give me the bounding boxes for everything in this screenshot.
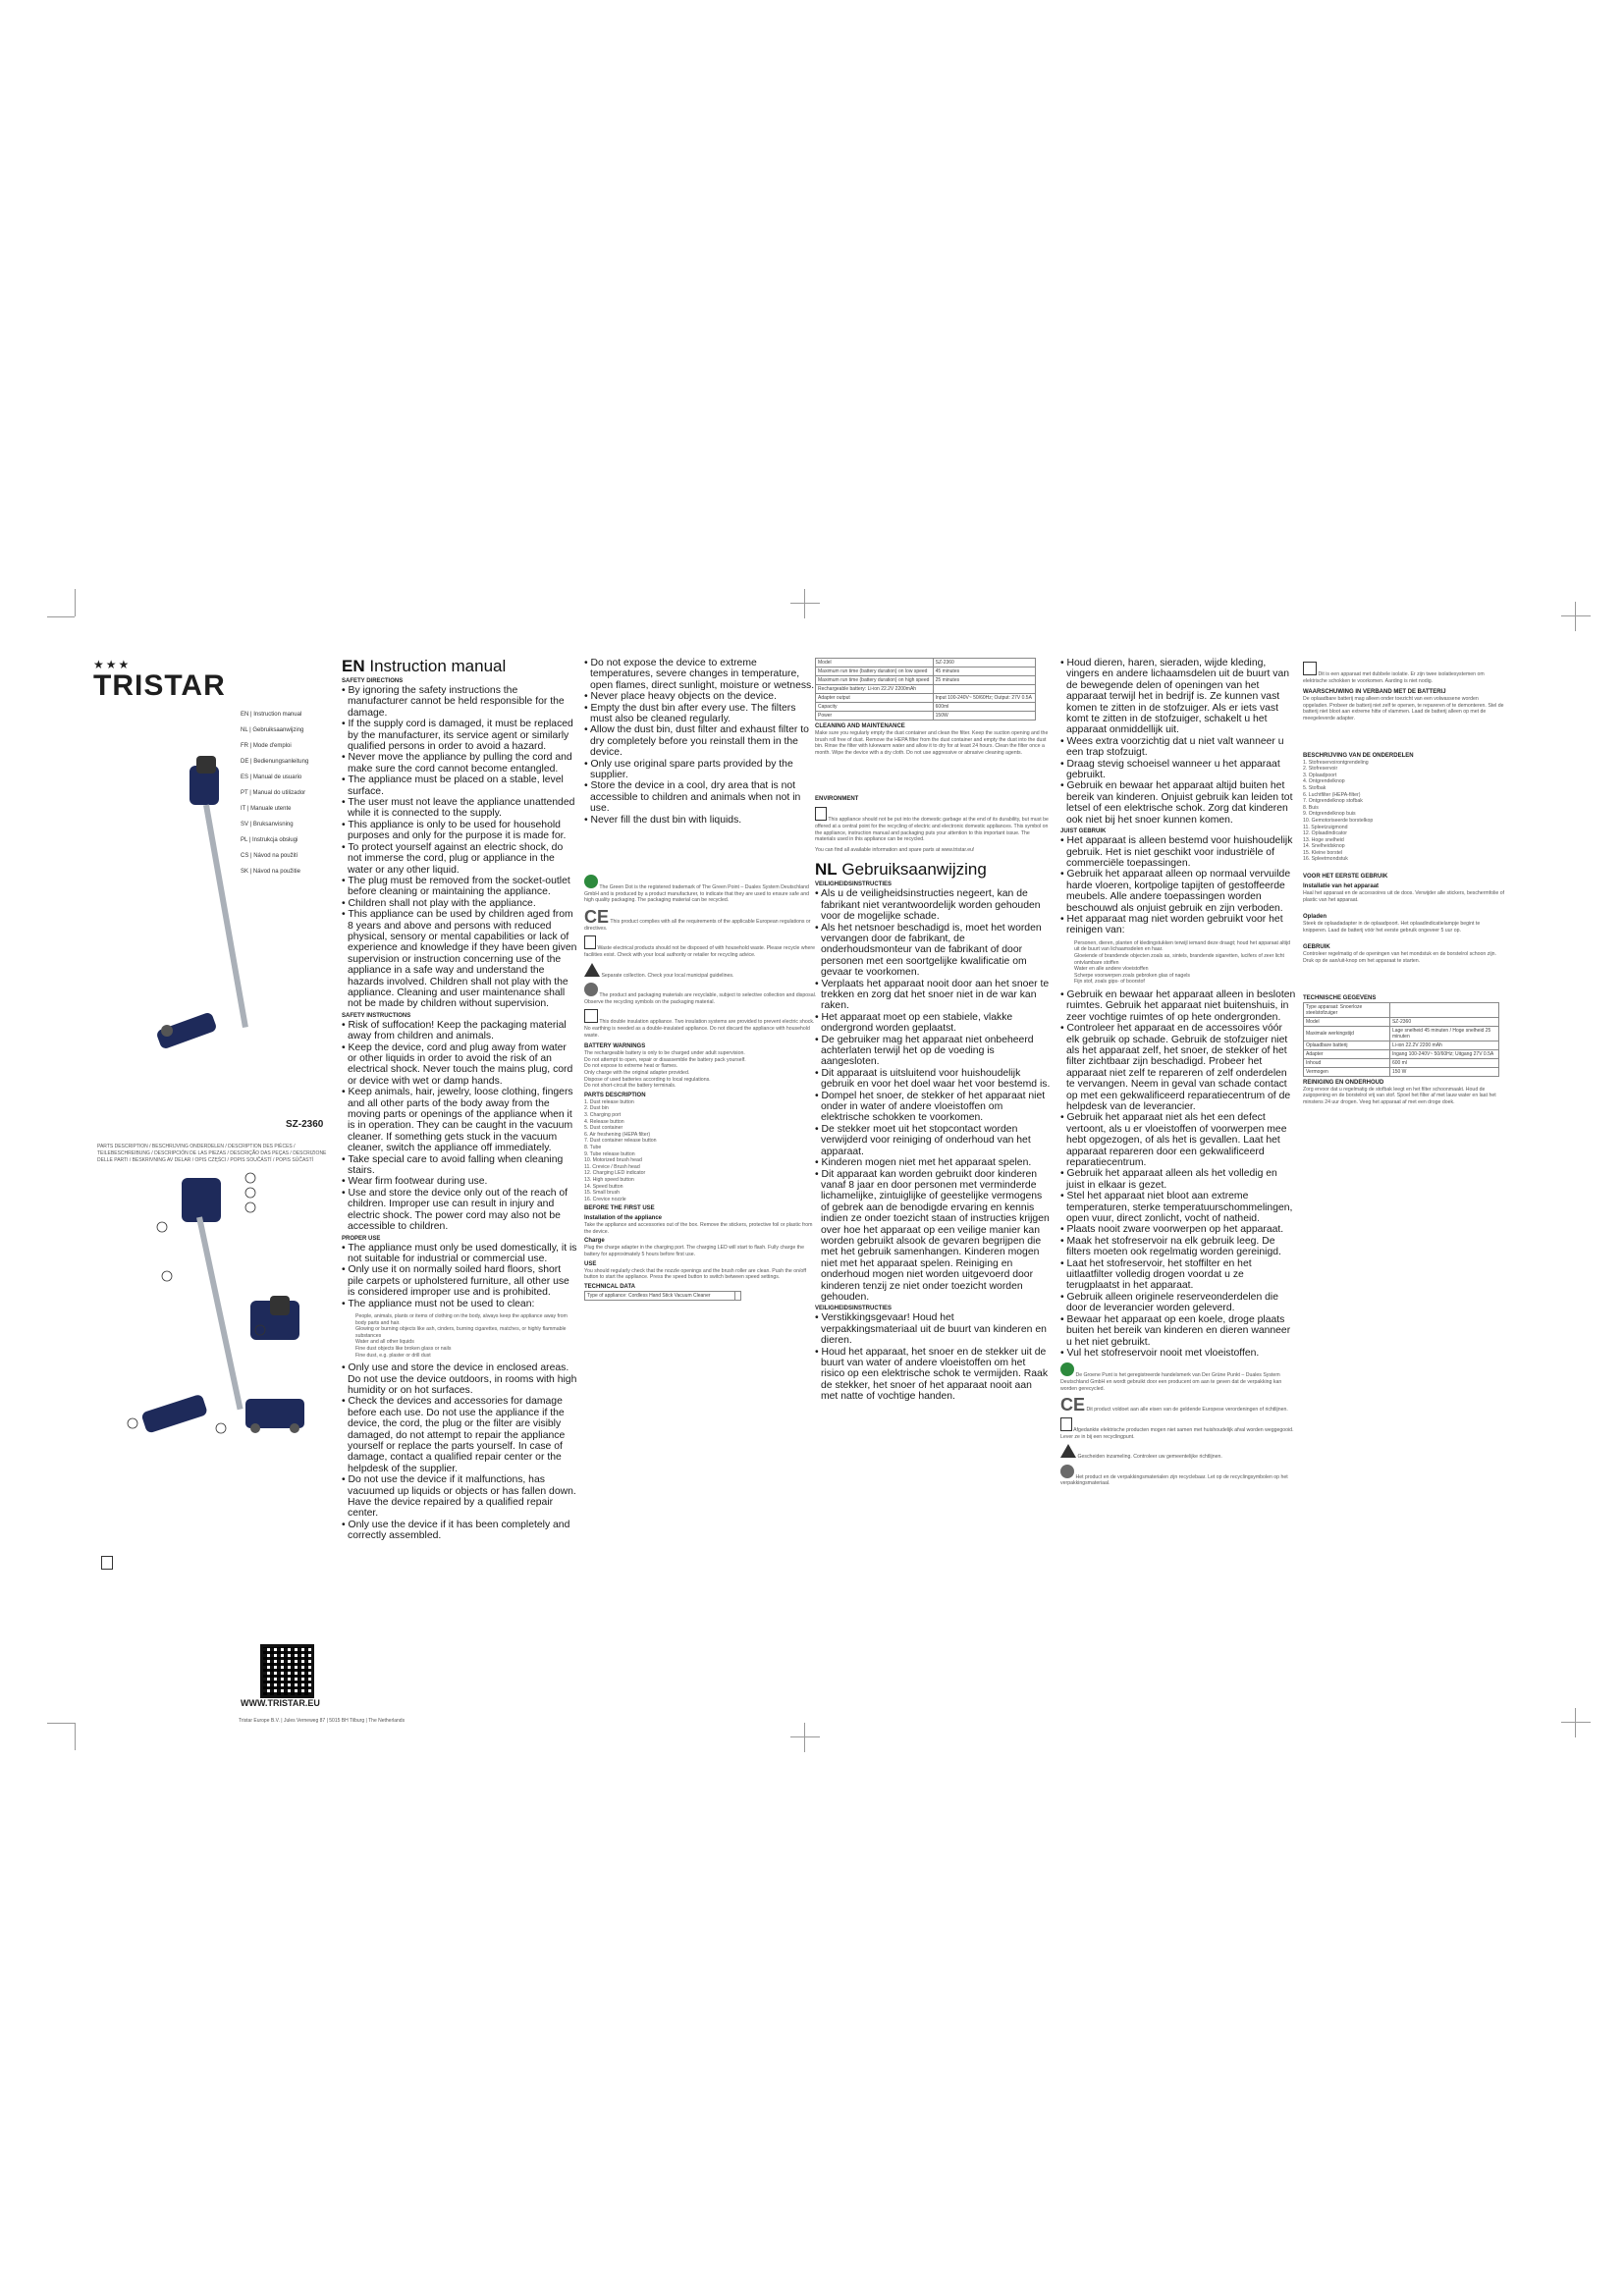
bullet-list xyxy=(1060,658,1296,826)
language-item: SV | Bruksanvisning xyxy=(241,822,294,828)
list-item: • De gebruiker mag het apparaat niet onbeheerd achterlaten terwijl het op de voeding is aangesloten. xyxy=(815,1034,1034,1068)
list-item: Fijn stof, zoals gips- of boorstof xyxy=(1074,979,1145,986)
column-2 xyxy=(584,658,820,1301)
list-item: 2. Stofreservoir xyxy=(1303,766,1338,773)
language-item: SK | Návod na použitie xyxy=(241,869,300,875)
paragraph: De oplaadbare batterij mag alleen onder toezicht van een volwassene worden opgeladen. Probeer de batterij niet zelf te openen, te repareren of te demonteren. Stel de batterij niet bloot aan extreme hitte of vlammen. Laad de batterij alleen op met de meegeleverde adapter. xyxy=(1303,696,1504,721)
support-note: You can find all available information and spare parts at www.tristar.eu! xyxy=(815,846,975,853)
table-cell: Maximum run time (battery duration) on low speed xyxy=(816,667,934,676)
subheading: Installation of the appliance xyxy=(584,1215,663,1222)
subheading: TECHNICAL DATA xyxy=(584,1283,635,1290)
green-dot-icon xyxy=(1060,1362,1074,1376)
language-item: EN | Instruction manual xyxy=(241,712,302,718)
subheading: Opladen xyxy=(1303,914,1327,921)
table-row xyxy=(1304,1026,1499,1041)
subheading: ENVIRONMENT xyxy=(815,796,859,803)
table-cell xyxy=(735,1291,741,1300)
list-item: • Only use the device if it has been completely and correctly assembled. xyxy=(342,1519,570,1542)
list-item: 11. Crevice / Brush head xyxy=(584,1163,640,1170)
brand-name: TRISTAR xyxy=(93,669,226,702)
crop-mark xyxy=(75,589,76,616)
table-cell: Adapter output xyxy=(816,694,934,703)
list-item: • Do not expose the device to extreme temperatures, severe changes in temperature, open flames, direct sunlight, moisture or wetness. xyxy=(584,658,815,691)
table-cell: SZ-2360 xyxy=(933,659,1035,667)
table-cell: Oplaadbare batterij xyxy=(1304,1041,1390,1049)
list-item: • Never place heavy objects on the device. xyxy=(584,691,777,703)
table-cell: 600 ml xyxy=(1389,1058,1498,1067)
table-row xyxy=(1304,1041,1499,1049)
table-cell: Capacity xyxy=(816,703,934,712)
language-item: IT | Manuale utente xyxy=(241,806,292,812)
language-item: CS | Návod na použití xyxy=(241,853,298,859)
subheading: PARTS DESCRIPTION xyxy=(584,1092,646,1098)
section-heading-en xyxy=(342,658,577,675)
list-item: 4. Ontgrendelknop xyxy=(1303,778,1345,785)
list-item: • Houd het apparaat, het snoer en de stekker uit de buurt van water of andere vloeistoffen om het risico op een elektrische schok te vermijden. Raak de stekker, het snoer of het apparaat nooit aan met natte of vochtige handen. xyxy=(815,1346,1049,1403)
table-cell: Ingang 100-240V~ 50/60Hz; Uitgang 27V 0.5A xyxy=(1389,1049,1498,1058)
list-item: 15. Kleine borstel xyxy=(1303,849,1343,856)
list-item: Dispose of used batteries according to local regulations. xyxy=(584,1076,711,1083)
list-item: Do not expose to extreme heat or flames. xyxy=(584,1063,678,1070)
weee-bin-icon xyxy=(101,1556,113,1570)
list-item: • The appliance must only be used domestically, it is not suitable for industrial or commercial use. xyxy=(342,1242,577,1264)
list-item: 10. Gemotoriseerde borstelkop xyxy=(1303,817,1374,824)
crop-mark xyxy=(47,616,75,617)
list-item: • Only use and store the device in enclosed areas. Do not use the device outdoors, in rooms with high humidity or on hot surfaces. xyxy=(342,1362,577,1396)
list-item: • Check the devices and accessories for damage before each use. Do not use the appliance if the device, the cord, the plug or the filter are visibly damaged, do not attempt to repair the appliance yourself or replace the parts yourself. In case of damage, contact a qualified repair center or the helpdesk of the supplier. xyxy=(342,1396,566,1474)
list-item: • Plaats nooit zware voorwerpen op het apparaat. xyxy=(1060,1224,1284,1236)
subheading: REINIGING EN ONDERHOUD xyxy=(1303,1079,1384,1086)
table-row xyxy=(816,659,1036,667)
table-row xyxy=(816,676,1036,685)
list-item: • The user must not leave the appliance unattended while it is connected to the supply. xyxy=(342,797,575,820)
bullet-list xyxy=(342,685,577,1010)
bullet-list xyxy=(342,1243,577,1309)
crop-mark xyxy=(47,1723,75,1724)
tech-table xyxy=(815,658,1036,721)
bullet-list xyxy=(1060,989,1296,1359)
paragraph: Zorg ervoor dat u regelmatig de stofbak leegt en het filter schoonmaakt. Houd de zuigopening en de borstelrol vrij van stof. Spoel het filter af met lauw water en laat het minstens 24 uur drogen. Veeg het apparaat af met een droge doek. xyxy=(1303,1086,1496,1105)
table-cell: Rechargeable battery: Li-ion 22.2V 2200mAh xyxy=(816,685,934,694)
list-item: • To protect yourself against an electric shock, do not immerse the cord, plug or appliance in the water or any other liquid. xyxy=(342,841,564,876)
ce-note xyxy=(1060,1396,1296,1414)
subheading: Charge xyxy=(584,1238,605,1245)
list-item: Water en alle andere vloeistoffen xyxy=(1074,966,1149,973)
weee-bin-icon xyxy=(815,807,827,821)
list-item: • Children shall not play with the appliance. xyxy=(342,897,536,909)
list-item: • Gebruik en bewaar het apparaat alleen in besloten ruimtes. Gebruik het apparaat niet buitenshuis, in zeer vochtige ruimtes of op hete ondergronden. xyxy=(1060,988,1296,1023)
brand-logo xyxy=(93,658,226,701)
registration-mark xyxy=(1561,602,1591,631)
weee-bin-icon xyxy=(1060,1417,1072,1431)
subheading: WAARSCHUWING IN VERBAND MET DE BATTERIJ xyxy=(1303,689,1446,696)
list-item: 3. Charging port xyxy=(584,1111,622,1118)
brand-stars: ★★★ xyxy=(93,658,132,671)
list-item: • Gebruik alleen originele reserveonderdelen die door de leverancier worden geleverd. xyxy=(1060,1291,1278,1314)
list-item: • Kinderen mogen niet met het apparaat spelen. xyxy=(815,1157,1032,1169)
triangle-icon xyxy=(1060,1444,1076,1458)
list-item: 1. Dust release button xyxy=(584,1098,634,1105)
table-cell xyxy=(1389,1002,1498,1017)
table-cell: Vermogen xyxy=(1304,1067,1390,1076)
list-item: • Als het netsnoer beschadigd is, moet het worden vervangen door de fabrikant, de onderhoudsmonteur van de fabrikant of door personen met een soortgelijke kwalificatie om gevaar te voorkomen. xyxy=(815,922,1042,979)
paragraph: Controleer regelmatig of de openingen van het mondstuk en de borstelrol schoon zijn. Druk op de aan/uit-knop om het apparaat te starten. xyxy=(1303,951,1496,965)
subheading: USE xyxy=(584,1260,597,1267)
list-item: • Wees extra voorzichtig dat u niet valt wanneer u een trap stofzuigt. xyxy=(1060,735,1284,759)
list-item: 7. Dust container release button xyxy=(584,1138,657,1145)
heading-code: EN xyxy=(342,657,365,675)
list-item: 1. Stofreservoirontgrendeling xyxy=(1303,759,1369,766)
note-text: This appliance should not be put into the domestic garbage at the end of its durability, but must be offered at a central point for the recycling of electric and electronic domestic appliances. This symbol on the appliance, instruction manual and packaging puts your attention to this important issue. The materials used in this appliance can be recycled. xyxy=(815,817,1049,843)
environment-note xyxy=(815,807,1051,842)
note-text: Dit product voldoet aan alle eisen van de geldende Europese verordeningen of richtlijnen. xyxy=(1086,1407,1288,1414)
list-item: • The plug must be removed from the socket-outlet before cleaning or maintaining the appliance. xyxy=(342,875,570,898)
language-item: PL | Instrukcja obsługi xyxy=(241,837,298,843)
list-item: • Keep the device, cord and plug away from water or other liquids in order to avoid the risk of an electrical shock. Never touch the mains plug, cord or device with wet or damp hands. xyxy=(342,1041,573,1087)
language-item: PT | Manual do utilizador xyxy=(241,790,306,796)
subheading: BATTERY WARNINGS xyxy=(584,1043,646,1050)
website-link[interactable]: WWW.TRISTAR.EU xyxy=(241,1698,320,1708)
recycle-note xyxy=(1060,1465,1296,1487)
list-item: • This appliance can be used by children aged from 8 years and above and persons with reduced physical, sensory or mental capabilities or lack of experience and knowledge if they have been given supervision or instruction concerning use of the appliance in a safe way and understand the hazards involved. Children shall not play with the appliance. Cleaning and user maintenance shall not be made by children without supervision. xyxy=(342,909,577,1010)
table-cell: Lage snelheid 45 minuten / Hoge snelheid 25 minuten xyxy=(1389,1026,1498,1041)
subheading: SAFETY DIRECTIONS xyxy=(342,678,404,684)
list-item: 10. Motorized brush head xyxy=(584,1157,642,1164)
table-cell: Maximum run time (battery duration) on high speed xyxy=(816,676,934,685)
double-insulation-icon xyxy=(1303,662,1317,675)
subheading: BEFORE THE FIRST USE xyxy=(584,1205,655,1212)
list-item: • Risk of suffocation! Keep the packaging material away from children and animals. xyxy=(342,1019,567,1042)
heading-title: Gebruiksaanwijzing xyxy=(841,860,987,880)
list-item: • If the supply cord is damaged, it must be replaced by the manufacturer, its service agent or similarly qualified persons in order to avoid a hazard. xyxy=(342,719,573,753)
crop-mark xyxy=(75,1723,76,1750)
list-item: Do not short-circuit the battery terminals. xyxy=(584,1083,677,1090)
table-cell: Inhoud xyxy=(1304,1058,1390,1067)
heading-title: Instruction manual xyxy=(369,657,507,675)
subheading: VEILIGHEIDSINSTRUCTIES xyxy=(815,1306,893,1312)
list-item: • Take special care to avoid falling when cleaning stairs. xyxy=(342,1153,564,1177)
registration-mark xyxy=(1561,1708,1591,1737)
list-item: Water and all other liquids xyxy=(355,1339,414,1346)
subheading: BESCHRIJVING VAN DE ONDERDELEN xyxy=(1303,752,1414,759)
table-cell: Model xyxy=(816,659,934,667)
list-item: 8. Buis xyxy=(1303,804,1319,811)
list-item: • Use and store the device only out of the reach of children. Improper use can result in injury and electric shock. The power cord may also not be accessible to children. xyxy=(342,1187,568,1233)
table-row xyxy=(585,1291,741,1300)
list-item: 6. Luchtfilter (HEPA-filter) xyxy=(1303,791,1361,798)
list-item: • Store the device in a cool, dry area that is not accessible to children and animals when not in use. xyxy=(584,780,801,815)
green-dot-note xyxy=(584,875,820,904)
list-item: • Only use original spare parts provided by the supplier. xyxy=(584,758,793,781)
green-dot-icon xyxy=(584,875,598,888)
table-row xyxy=(1304,1067,1499,1076)
list-item: 12. Oplaadindicator xyxy=(1303,830,1347,837)
list-item: • Verstikkingsgevaar! Houd het verpakkingsmateriaal uit de buurt van kinderen en dieren. xyxy=(815,1312,1047,1347)
list-item: 9. Tube release button xyxy=(584,1150,635,1157)
list-item: Personen, dieren, planten of kledingstukken terwijl iemand deze draagt; houd het apparaat altijd uit de buurt van lichaamsdelen en haar. xyxy=(1074,939,1291,953)
list-item: 11. Spleetzuigmond xyxy=(1303,824,1348,830)
table-cell: Input 100-240V~ 50/60Hz; Output: 27V 0.5A xyxy=(933,694,1035,703)
ce-mark-icon: CE xyxy=(1060,1395,1086,1415)
table-cell: Type apparaat: Snoerloze steelstofzuiger xyxy=(1304,1002,1390,1017)
table-row xyxy=(1304,1002,1499,1017)
bullet-list xyxy=(342,1020,577,1233)
list-item: • Dit apparaat is uitsluitend voor huishoudelijk gebruik en voor het doel waar het voor bestemd is. xyxy=(815,1067,1051,1091)
note-text: Gescheiden inzameling. Controleer uw gemeentelijke richtlijnen. xyxy=(1077,1454,1222,1461)
weee-note xyxy=(584,935,820,958)
table-cell: Li-ion 22.2V 2200 mAh xyxy=(1389,1041,1498,1049)
list-item: Gloeiende of brandende objecten zoals as, sintels, brandende sigaretten, lucifers of zeer licht ontvlambare stoffen xyxy=(1074,952,1284,966)
table-row xyxy=(1304,1049,1499,1058)
section-heading-nl xyxy=(815,861,1051,879)
table-cell xyxy=(933,685,1035,694)
green-dot-note xyxy=(1060,1362,1296,1392)
table-row xyxy=(816,685,1036,694)
column-en xyxy=(342,658,577,1542)
paragraph: Haal het apparaat en de accessoires uit de doos. Verwijder alle stickers, beschermfolie of plastic van het apparaat. xyxy=(1303,890,1505,903)
list-item: 16. Crevice nozzle xyxy=(584,1196,626,1202)
list-item: 2. Dust bin xyxy=(584,1105,609,1112)
paragraph: Steek de oplaadadapter in de oplaadpoort. Het oplaadindicatielampje begint te knipperen. Laad de batterij vóór het eerste gebruik ongeveer 5 uur op. xyxy=(1303,921,1481,934)
list-item: People, animals, plants or items of clothing on the body, always keep the appliance away from body parts and hair. xyxy=(355,1312,568,1326)
table-cell: SZ-2360 xyxy=(1389,1017,1498,1026)
registration-mark xyxy=(790,589,820,618)
language-item: NL | Gebruiksaanwijzing xyxy=(241,727,304,733)
paragraph: Plug the charge adapter in the charging port. The charging LED will start to flash. Fully charge the battery for approximately 5 hours before first use. xyxy=(584,1245,804,1258)
note-text: Dit is een apparaat met dubbele isolatie. Er zijn twee isolatiesystemen om elektrische schokken te voorkomen. Aarding is niet nodig. xyxy=(1303,671,1485,684)
list-item: • Laat het stofreservoir, het stoffilter en het uitlaatfilter volledig drogen voordat u ze terugplaatst in het apparaat. xyxy=(1060,1257,1252,1292)
fine-list xyxy=(1060,940,1296,986)
table-cell: Type of appliance: Cordless Hand Stick Vacuum Cleaner xyxy=(585,1291,735,1300)
list-item: • Dit apparaat kan worden gebruikt door kinderen vanaf 8 jaar en door personen met verminderde lichamelijke, zintuiglijke of geestelijke vermogens of gebrek aan de benodigde ervaring en kennis indien ze onder toezicht staan of instructies krijgen over hoe het apparaat op een veilige manier kan worden gebruikt alsook de gevaren begrijpen die met het gebruik samenhangen. Kinderen mogen niet met het apparaat spelen. Reiniging en onderhoud mogen niet worden uitgevoerd door kinderen tenzij ze niet onder toezicht worden gehouden. xyxy=(815,1168,1050,1303)
list-item: • By ignoring the safety instructions the manufacturer cannot be held responsible for the damage. xyxy=(342,685,565,719)
bullet-list xyxy=(1060,835,1296,936)
registration-mark xyxy=(790,1723,820,1752)
qr-code-icon xyxy=(260,1644,314,1698)
table-row xyxy=(816,703,1036,712)
list-item: • This appliance is only to be used for household purposes and only for the purpose it is made for. xyxy=(342,819,567,842)
list-item: • Gebruik het apparaat alleen op normaal vervuilde harde vloeren, kortpolige tapijten of gestoffeerde meubels. Alle andere toepassingen worden beschouwd als onjuist gebruik en zijn verboden. xyxy=(1060,869,1291,914)
recycle-note xyxy=(584,983,820,1005)
subheading: Installatie van het apparaat xyxy=(1303,883,1380,890)
subheading: JUIST GEBRUIK xyxy=(1060,828,1107,835)
fine-list xyxy=(584,1050,820,1090)
class2-note xyxy=(584,1009,820,1039)
fine-list xyxy=(342,1313,577,1359)
vacuum-parts-illustration xyxy=(123,1158,339,1512)
paragraph: Take the appliance and accessories out of the box. Remove the stickers, protective foil or plastic from the device. xyxy=(584,1222,813,1235)
tech-table xyxy=(584,1291,741,1301)
list-item: • Keep animals, hair, jewelry, loose clothing, fingers and all other parts of the body away from the moving parts or openings of the appliance when it is in operation. They can be caught in the vacuum cleaner. If something gets stuck in the vacuum cleaner, switch the appliance off immediately. xyxy=(342,1087,573,1154)
subheading: VEILIGHEIDSINSTRUCTIES xyxy=(815,881,893,888)
parts-list xyxy=(1303,760,1504,864)
list-item: • Dompel het snoer, de stekker of het apparaat niet onder in water of andere vloeistoffen om elektrische schokken te voorkomen. xyxy=(815,1090,1046,1124)
subheading: CLEANING AND MAINTENANCE xyxy=(815,723,905,729)
list-item: 8. Tube xyxy=(584,1144,602,1150)
bullet-list xyxy=(584,658,820,826)
list-item: 7. Ontgrendelknop stofbak xyxy=(1303,798,1363,805)
subheading: GEBRUIK xyxy=(1303,944,1330,951)
language-item: DE | Bedienungsanleitung xyxy=(241,759,309,765)
paragraph: Make sure you regularly empty the dust container and clean the filter. Keep the suction opening and the brush roll free of dust. Remove the HEPA filter from the dust container and empty the dust into the dust bin. Rinse the filter with lukewarm water and allow it to dry for at least 24 hours. Clean the filter once a month. Wipe the device with a dry cloth. Do not use aggressive or abrasive cleaning agents. xyxy=(815,730,1049,756)
list-item: Scherpe voorwerpen zoals gebroken glas of nagels xyxy=(1074,972,1190,979)
manual-sheet xyxy=(93,648,1507,1724)
list-item: • Houd dieren, haren, sieraden, wijde kleding, vingers en andere lichaamsdelen uit de buurt van de bewegende delen of openingen van het apparaat terwijl het in bedrijf is. Ze kunnen vast komen te zitten in de stofzuiger. Als er iets vast komt te zitten in de stofzuiger, schakelt u het apparaat onmiddellijk uit. xyxy=(1060,658,1290,736)
list-item: • The appliance must not be used to clean: xyxy=(342,1298,535,1309)
list-item: Fine dust, e.g. plaster or drill dust xyxy=(355,1352,431,1359)
ce-note xyxy=(584,908,820,933)
vacuum-illustration xyxy=(133,736,260,1109)
bullet-list xyxy=(342,1362,577,1542)
note-text: The Green Dot is the registered trademark of The Green Point – Duales System Deutschland GmbH and is produced by a product manufacturer, to indicate that they are used to ensure safe and high quality packaging. The packaging material can be recycled. xyxy=(584,884,809,904)
model-number: SZ-2360 xyxy=(286,1119,324,1130)
list-item: • Het apparaat mag niet worden gebruikt voor het reinigen van: xyxy=(1060,913,1283,936)
table-cell: 25 minutes xyxy=(933,676,1035,685)
list-item: • Het apparaat moet op een stabiele, vlakke ondergrond worden geplaatst. xyxy=(815,1011,1013,1035)
table-cell: 150W xyxy=(933,712,1035,721)
table-row xyxy=(816,712,1036,721)
list-item: 6. Air freshening (HEPA filter) xyxy=(584,1131,651,1138)
table-row xyxy=(816,694,1036,703)
list-item: Only charge with the original adapter provided. xyxy=(584,1070,690,1076)
list-item: • Do not use the device if it malfunctions, has vacuumed up liquids or objects or has fallen down. Have the device repaired by a qualified repair center. xyxy=(342,1474,576,1520)
note-text: Separate collection. Check your local municipal guidelines. xyxy=(601,972,734,979)
note-text: This product complies with all the requirements of the applicable European regulations or directives. xyxy=(584,918,811,932)
table-row xyxy=(816,667,1036,676)
table-cell: 150 W xyxy=(1389,1067,1498,1076)
paragraph: You should regularly check that the nozzle openings and the brush roller are clean. Push the on/off button to start the appliance. Press the speed button to switch between speed settings. xyxy=(584,1267,807,1281)
list-item: • Gebruik het apparaat alleen als het volledig en juist in elkaar is gezet. xyxy=(1060,1168,1277,1191)
list-item: • Bewaar het apparaat op een koele, droge plaats buiten het bereik van kinderen en dieren wanneer u het niet gebruikt. xyxy=(1060,1313,1291,1348)
separate-note xyxy=(584,963,820,980)
table-cell: Power xyxy=(816,712,934,721)
list-item: • Gebruik het apparaat niet als het een defect vertoont, als u er vloeistoffen of voorwerpen mee hebt opgezogen, of als het is gevallen. Laat het apparaat repareren door een gekwalificeerd reparatiecentrum. xyxy=(1060,1112,1287,1168)
list-item: • De stekker moet uit het stopcontact worden verwijderd voor reiniging of onderhoud van het apparaat. xyxy=(815,1123,1031,1157)
list-item: 15. Small brush xyxy=(584,1190,621,1197)
language-item: ES | Manual de usuario xyxy=(241,774,302,780)
list-item: • Draag stevig schoeisel wanneer u het apparaat gebruikt. xyxy=(1060,758,1280,781)
column-3 xyxy=(815,658,1051,1403)
list-item: • Wear firm footwear during use. xyxy=(342,1176,488,1188)
heading-code: NL xyxy=(815,860,838,880)
class2-note xyxy=(1303,662,1504,684)
note-text: Afgedankte elektrische producten mogen niet samen met huishoudelijk afval worden weggegooid. Lever ze in bij een recyclingpunt. xyxy=(1060,1427,1294,1440)
list-item: 16. Spleetmondstuk xyxy=(1303,856,1348,863)
list-item: • Stel het apparaat niet bloot aan extreme temperaturen, sterke temperatuurschommelingen, open vuur, direct zonlicht, vocht of natheid. xyxy=(1060,1191,1293,1225)
separate-note xyxy=(1060,1444,1296,1461)
note-text: The product and packaging materials are recyclable, subject to selective collection and disposal. Observe the recycling symbols on the packaging material. xyxy=(584,992,817,1005)
language-item: FR | Mode d'emploi xyxy=(241,743,292,749)
list-item: 13. Hoge snelheid xyxy=(1303,836,1344,843)
table-row xyxy=(1304,1058,1499,1067)
table-cell: 45 minutes xyxy=(933,667,1035,676)
subheading: PROPER USE xyxy=(342,1235,381,1242)
parts-caption: PARTS DESCRIPTION / BESCHRIJVING ONDERDELEN / DESCRIPTION DES PIÈCES / TEILEBESCHREIBUNG / DESCRIPCIÓN DE LAS PIEZAS / DESCRIÇÃO DAS PEÇAS / DESCRIZIONE DELLE PARTI / BESKRIVNING AV DELAR / OPIS CZĘŚCI / POPIS SOUČÁSTÍ / POPIS SÚČASTÍ xyxy=(97,1144,327,1163)
subheading: SAFETY INSTRUCTIONS xyxy=(342,1012,411,1019)
list-item: • The appliance must be placed on a stable, level surface. xyxy=(342,774,564,797)
list-item: • Vul het stofreservoir nooit met vloeistoffen. xyxy=(1060,1347,1260,1359)
table-row xyxy=(1304,1017,1499,1026)
list-item: Fine dust objects like broken glass or nails xyxy=(355,1345,452,1352)
list-item: 12. Charging LED indicator xyxy=(584,1170,646,1177)
list-item: 14. Snelheidsknop xyxy=(1303,843,1345,850)
list-item: The rechargeable battery is only to be charged under adult supervision. xyxy=(584,1050,745,1057)
subheading: TECHNISCHE GEGEVENS xyxy=(1303,994,1377,1001)
list-item: 9. Ontgrendelknop buis xyxy=(1303,811,1356,818)
bullet-list xyxy=(815,1312,1051,1402)
note-text: This double insulation appliance. Two insulation systems are provided to prevent electric shock. No earthing is needed as a double-insulated appliance. Do not discard the appliance with household waste. xyxy=(584,1019,815,1039)
list-item: • Gebruik en bewaar het apparaat altijd buiten het bereik van kinderen. Onjuist gebruik kan leiden tot letsel of een elektrische schok. Zorg dat kinderen ook niet bij het snoer kunnen komen. xyxy=(1060,780,1293,826)
bullet-list xyxy=(815,888,1051,1303)
recycle-icon xyxy=(584,983,598,996)
table-cell: 600ml xyxy=(933,703,1035,712)
company-address: Tristar Europe B.V. | Jules Verneweg 87 | 5015 BH Tilburg | The Netherlands xyxy=(239,1718,406,1724)
column-4 xyxy=(1060,658,1296,1491)
list-item: • Empty the dust bin after every use. The filters must also be cleaned regularly. xyxy=(584,702,796,725)
list-item: 5. Dust container xyxy=(584,1125,623,1132)
list-item: 13. High speed button xyxy=(584,1176,634,1183)
recycle-icon xyxy=(1060,1465,1074,1478)
note-text: Waste electrical products should not be disposed of with household waste. Please recycle where facilities exist. Check with your local authority or retailer for recycling advice. xyxy=(584,945,816,959)
list-item: • Controleer het apparaat en de accessoires vóór elk gebruik op schade. Gebruik de stofzuiger niet als het apparaat zelf, het snoer, de stekker of het filter zichtbaar zijn beschadigd. Probeer het apparaat niet zelf te repareren of zelf onderdelen te vervangen. Neem in geval van schade contact op met een gekwalificeerd reparatiecentrum of de helpdesk van de leverancier. xyxy=(1060,1023,1291,1112)
list-item: 3. Oplaadpoort xyxy=(1303,772,1337,778)
tech-table xyxy=(1303,1002,1499,1077)
list-item: • Als u de veiligheidsinstructies negeert, kan de fabrikant niet verantwoordelijk worden gehouden voor de mogelijke schade. xyxy=(815,888,1041,923)
list-item: • Never fill the dust bin with liquids. xyxy=(584,814,742,826)
parts-list xyxy=(584,1099,820,1203)
list-item: 14. Speed button xyxy=(584,1183,623,1190)
double-insulation-icon xyxy=(584,1009,598,1023)
column-5 xyxy=(1303,658,1504,1105)
list-item: 5. Stofbak xyxy=(1303,784,1326,791)
list-item: • Allow the dust bin, dust filter and exhaust filter to dry completely before you reinstall them in the device. xyxy=(584,724,809,759)
table-cell: Model xyxy=(1304,1017,1390,1026)
list-item: • Verplaats het apparaat nooit door aan het snoer te trekken en zorg dat het snoer niet in de war kan raken. xyxy=(815,978,1050,1012)
note-text: Het product en de verpakkingsmaterialen zijn recyclebaar. Let op de recyclingsymbolen op het verpakkingsmateriaal. xyxy=(1060,1473,1288,1487)
list-item: Glowing or burning objects like ash, cinders, burning cigarettes, matches, or highly flammable substances xyxy=(355,1326,567,1339)
table-cell: Adapter xyxy=(1304,1049,1390,1058)
table-cell: Maximale werkingstijd xyxy=(1304,1026,1390,1041)
weee-bin-icon xyxy=(584,935,596,949)
note-text: De Groene Punt is het geregistreerde handelsmerk van Der Grüne Punkt – Duales System Deutschland GmbH en wordt gebruikt door een producent om aan te geven dat de verpakking kan worden gerecycled. xyxy=(1060,1372,1282,1392)
list-item: Do not attempt to open, repair or disassemble the battery pack yourself. xyxy=(584,1056,746,1063)
subheading: VOOR HET EERSTE GEBRUIK xyxy=(1303,874,1388,881)
triangle-icon xyxy=(584,963,600,977)
ce-mark-icon: CE xyxy=(584,906,610,927)
list-item: • Only use it on normally soiled hard floors, short pile carpets or upholstered furniture, all other use is considered improper use and is prohibited. xyxy=(342,1264,569,1299)
list-item: • Never move the appliance by pulling the cord and make sure the cord cannot become entangled. xyxy=(342,752,572,774)
list-item: 4. Release button xyxy=(584,1118,624,1125)
list-item: • Maak het stofreservoir na elk gebruik leeg. De filters moeten ook regelmatig worden gereinigd. xyxy=(1060,1235,1281,1258)
list-item: • Het apparaat is alleen bestemd voor huishoudelijk gebruik. Het is niet geschikt voor industriële of commerciële toepassingen. xyxy=(1060,835,1293,869)
weee-note xyxy=(1060,1417,1296,1440)
